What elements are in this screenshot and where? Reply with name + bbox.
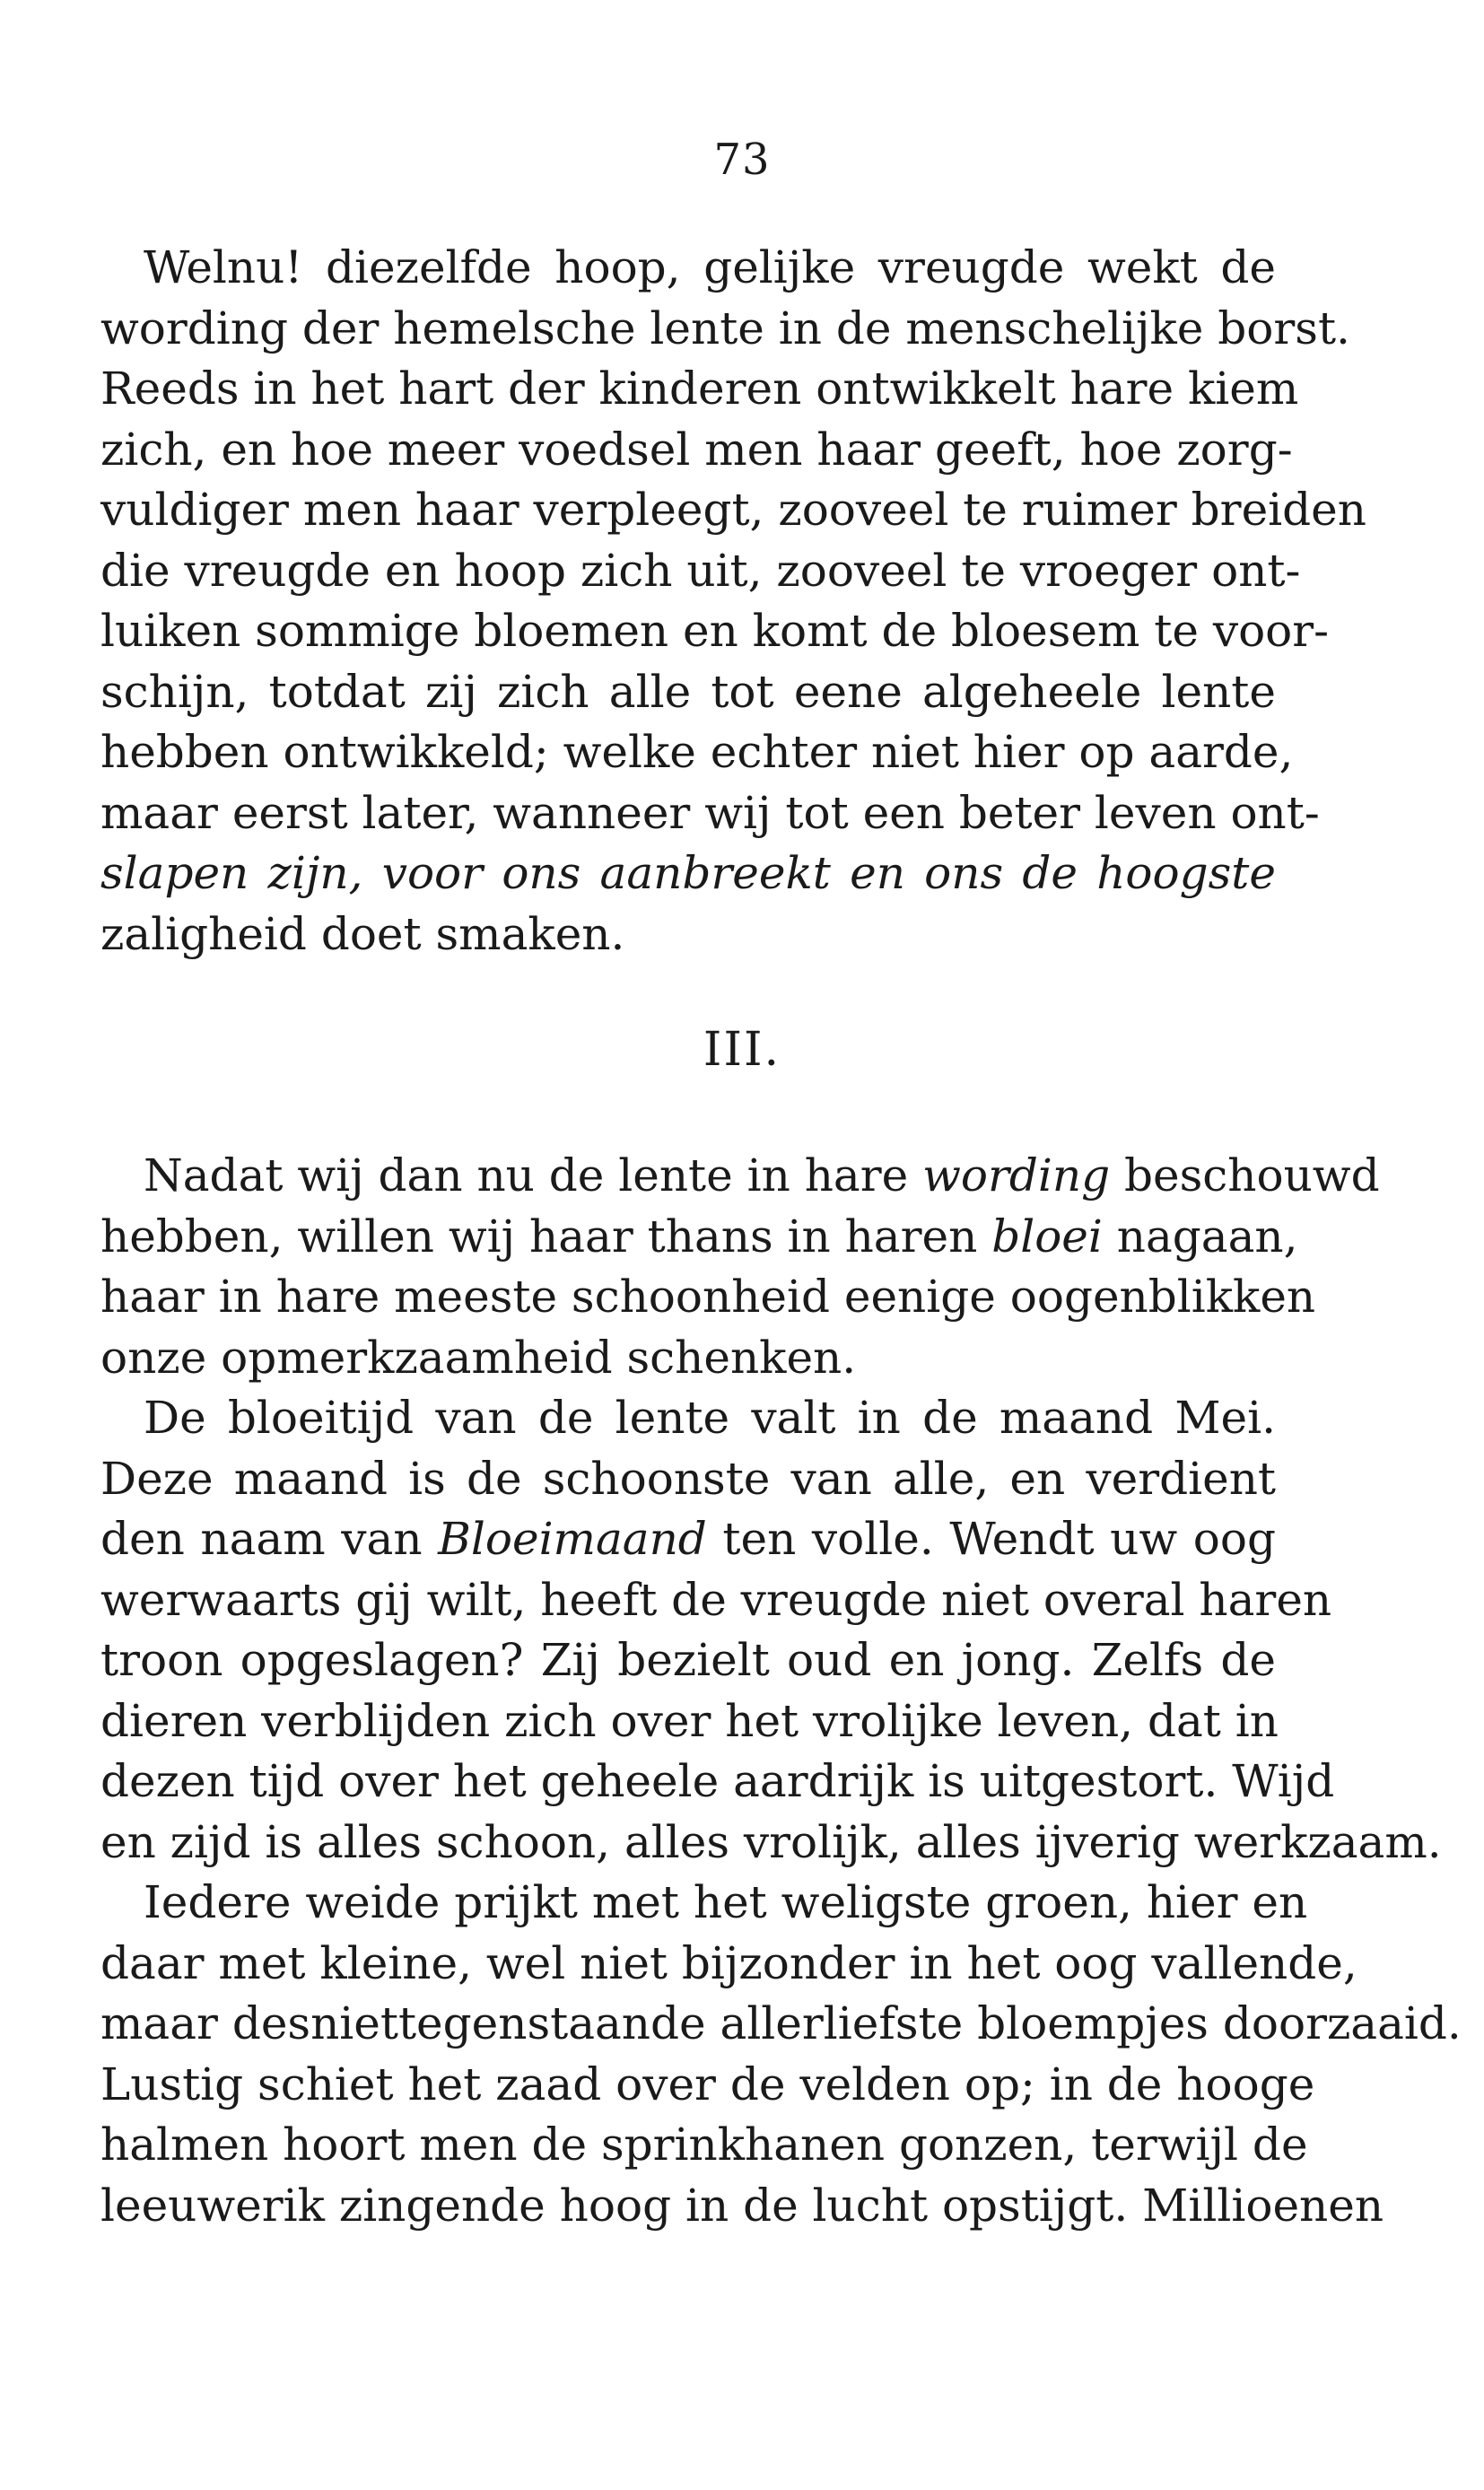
page-number: 73 (713, 135, 771, 185)
section-heading: III. (703, 1023, 781, 1077)
text-line: Deze maand is de schoonste van alle, en verdient (100, 1452, 1276, 1505)
text-line: onze opmerkzaamheid schenken. (100, 1331, 857, 1384)
text-segment: beschouwd (1110, 1149, 1380, 1201)
text-line: halmen hoort men de sprinkhanen gonzen, terwijl de (100, 2119, 1308, 2171)
text-line: vuldiger men haar verpleegt, zooveel te ruimer breiden (100, 484, 1366, 536)
text-segment: ten volle. Wendt uw oog (706, 1513, 1276, 1565)
emphasis: bloei (991, 1210, 1103, 1262)
text-line: dieren verblijden zich over het vrolijke leven, dat in (100, 1694, 1279, 1747)
text-line: maar eerst later, wanneer wij tot een beter leven ont- (100, 786, 1320, 839)
text-line: Reeds in het hart der kinderen ontwikkelt hare kiem (100, 363, 1299, 415)
text-segment: den naam van (100, 1513, 439, 1565)
text-line: De bloeitijd van de lente valt in de maand Mei. (144, 1392, 1276, 1444)
text-segment: nagaan, (1102, 1210, 1298, 1262)
emphasis: wording (922, 1149, 1111, 1201)
text-line: Lustig schiet het zaad over de velden op; in de hooge (100, 2058, 1315, 2110)
text-line: en zijd is alles schoon, alles vrolijk, alles ijverig werkzaam. (100, 1815, 1442, 1868)
text-line: Welnu! diezelfde hoop, gelijke vreugde wekt de (144, 241, 1276, 293)
paragraph-1 (100, 238, 1366, 965)
text-line: hebben ontwikkeld; welke echter niet hier op aarde, (100, 726, 1294, 778)
text-line: dezen tijd over het geheele aardrijk is uitgestort. Wijd (100, 1755, 1335, 1807)
text-line: Iedere weide prijkt met het weligste groen, hier en (144, 1876, 1308, 1928)
text-line: die vreugde en hoop zich uit, zooveel te vroeger ont- (100, 544, 1301, 597)
text-line: leeuwerik zingende hoog in de lucht opstijgt. Millioenen (100, 2179, 1384, 2232)
text-segment: Nadat wij dan nu de lente in hare (144, 1149, 923, 1201)
text-line: daar met kleine, wel niet bijzonder in het oog vallende, (100, 1936, 1357, 1989)
text-line: maar desniettegenstaande allerliefste bloempjes doorzaaid. (100, 1997, 1462, 2049)
text-line: wording der hemelsche lente in de menschelijke borst. (100, 301, 1350, 354)
text-line: schijn, totdat zij zich alle tot eene algeheele lente (100, 665, 1276, 718)
text-line: werwaarts gij wilt, heeft de vreugde niet overal haren (100, 1573, 1332, 1626)
text-line (100, 1207, 1298, 1268)
text-line (100, 1146, 1380, 1207)
emphasis: Bloeimaand (438, 1513, 707, 1565)
paragraph-2 (100, 1146, 1380, 1388)
text-line: haar in hare meeste schoonheid eenige oogenblikken (100, 1271, 1316, 1323)
text-line: zich, en hoe meer voedsel men haar geeft, hoe zorg- (100, 423, 1293, 476)
text-line: zaligheid doet smaken. (100, 907, 625, 960)
paragraph-4 (100, 1873, 1462, 2236)
text-segment: hebben, willen wij haar thans in haren (100, 1210, 992, 1262)
text-line: troon opgeslagen? Zij bezielt oud en jong. Zelfs de (100, 1634, 1276, 1686)
text-line: luiken sommige bloemen en komt de bloesem te voor- (100, 605, 1330, 657)
paragraph-3 (100, 1388, 1442, 1873)
text-line-italic: slapen zijn, voor ons aanbreekt en ons de hoogste (100, 847, 1276, 899)
text-line (100, 1509, 1276, 1570)
